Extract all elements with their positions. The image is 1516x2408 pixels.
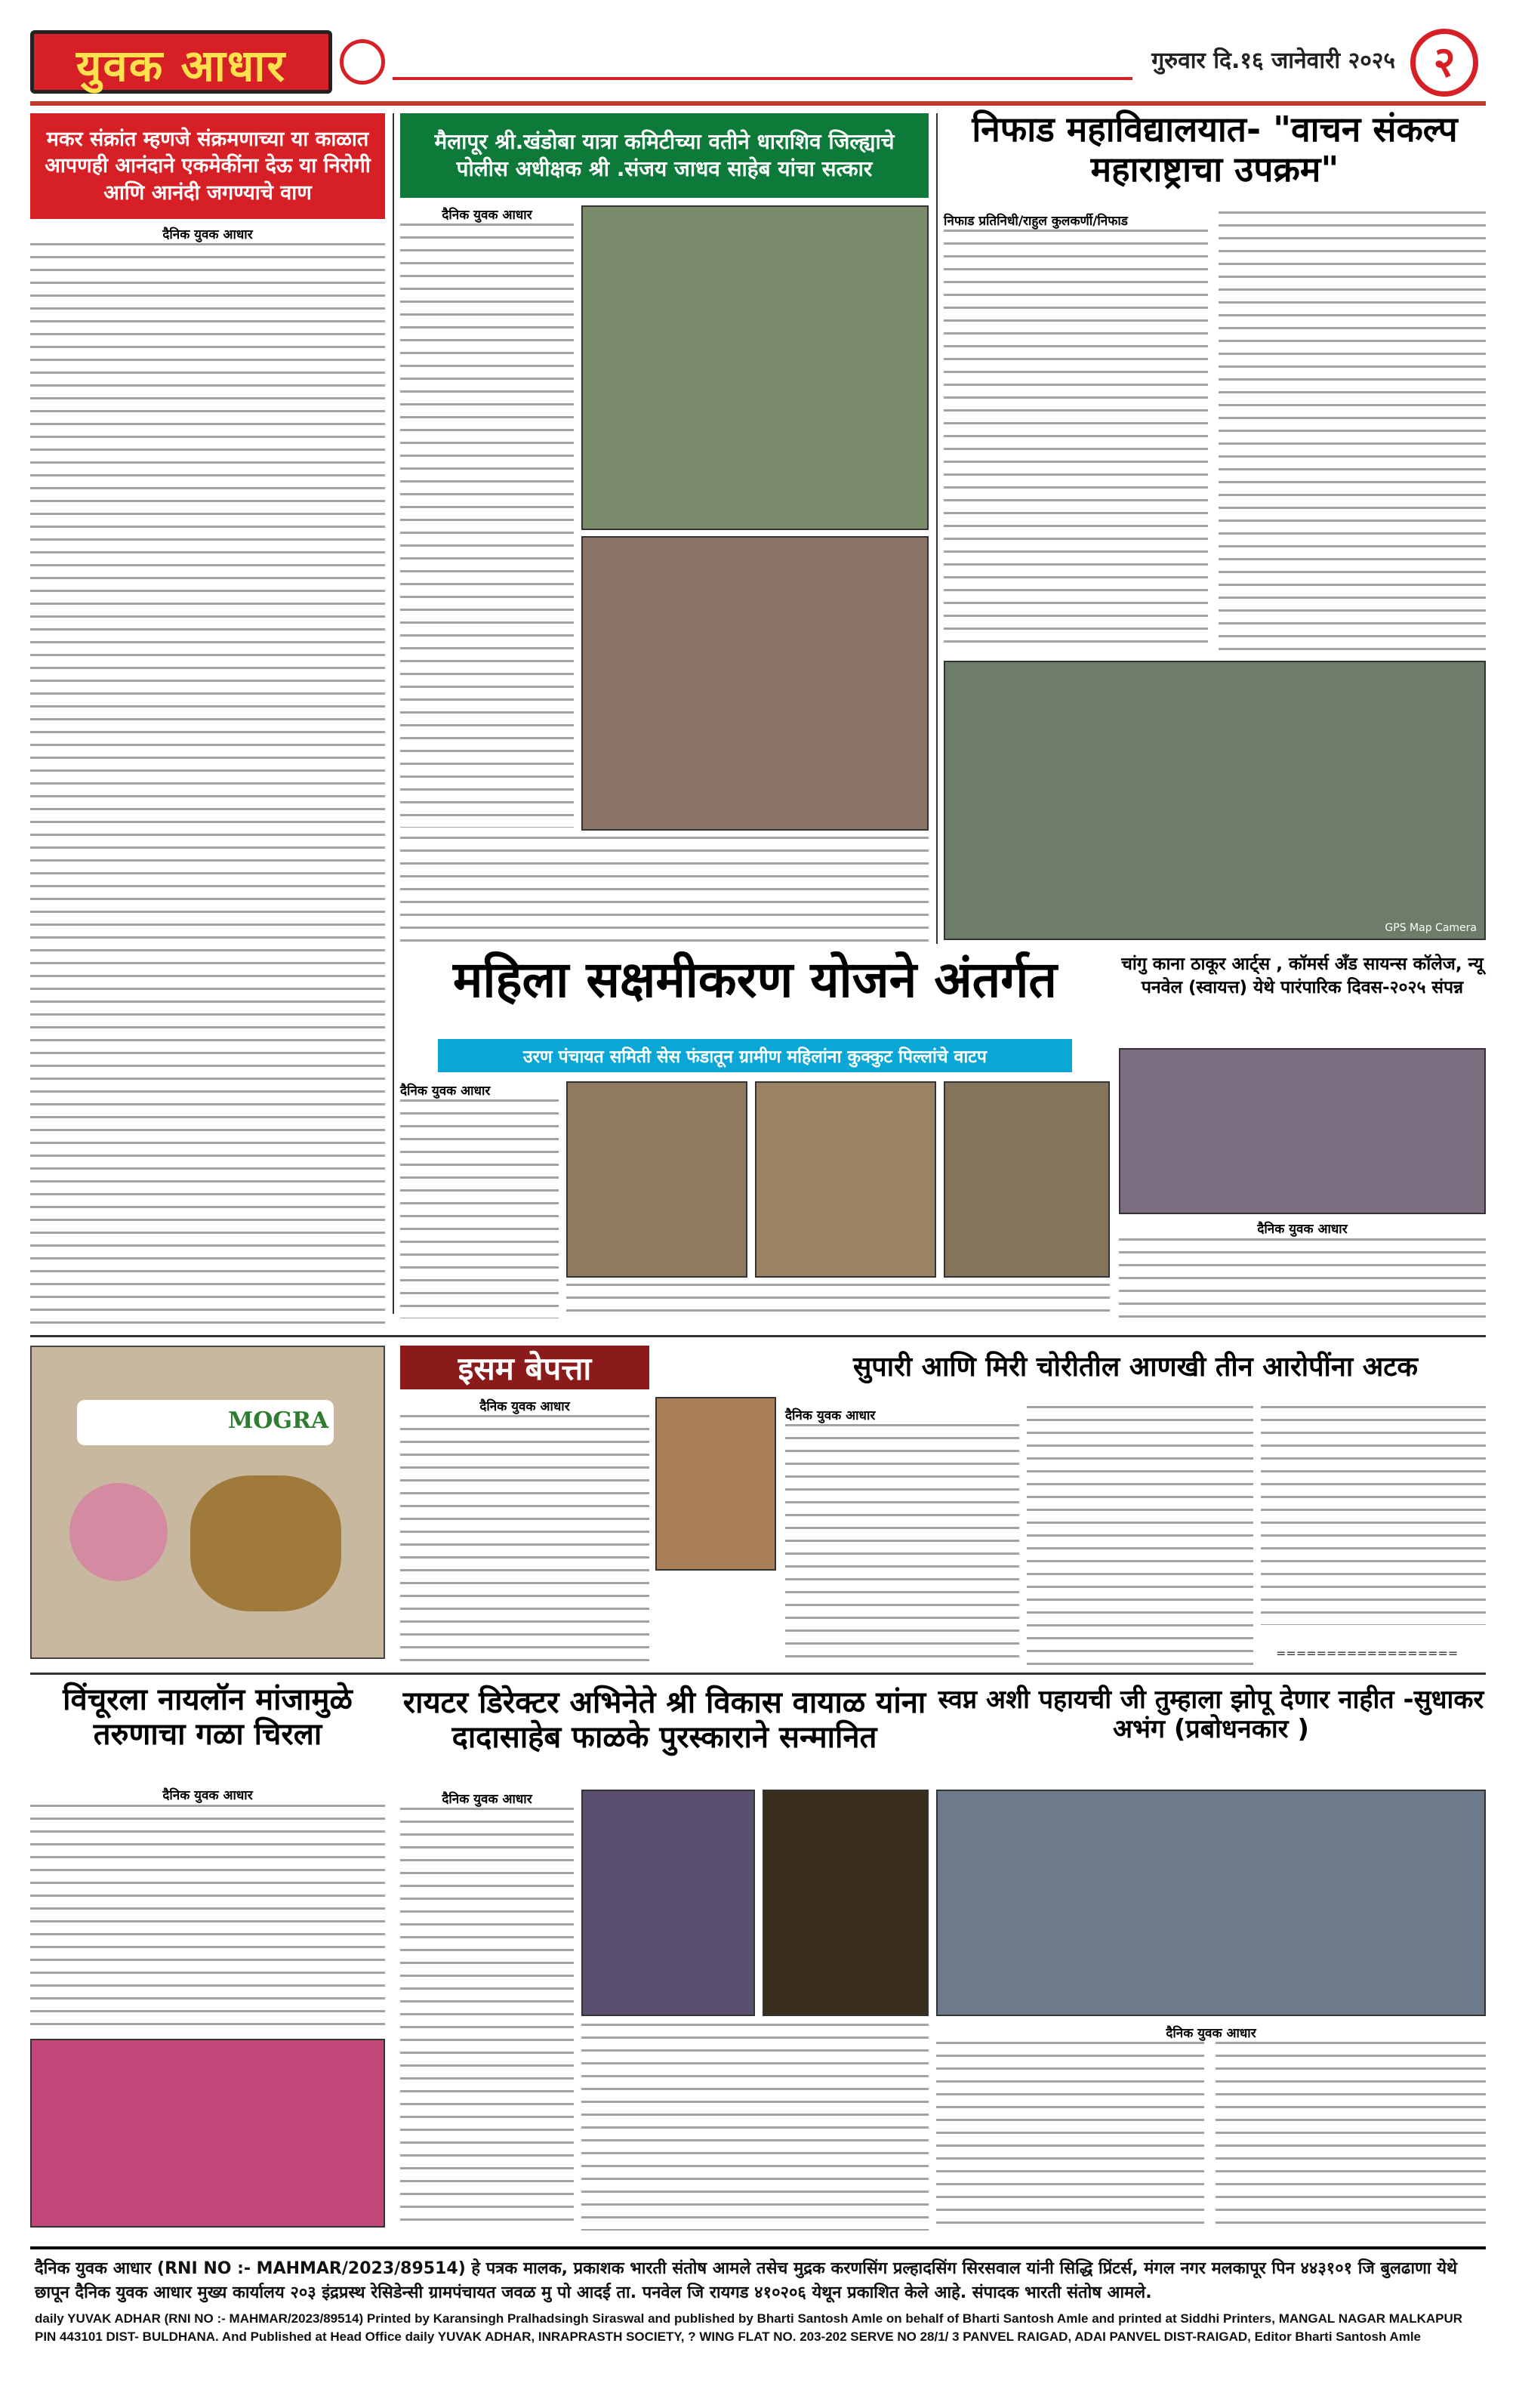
- mahila-body-text: [400, 1099, 559, 1318]
- swapna-body-text-2: [1216, 2042, 1486, 2231]
- manja-kite-thread-photo: [30, 2039, 385, 2228]
- makar-headline: मकर संक्रांत म्हणजे संक्रमणाच्या या काळात आपणही आनंदाने एकमेकींना देऊ या निरोगी आणि आनंदी जगण्याचे वाण: [30, 113, 385, 219]
- flower-icon: [69, 1483, 168, 1581]
- column-divider: [393, 113, 394, 1314]
- masthead: [30, 24, 1486, 106]
- khandoba-body-text: [400, 224, 574, 828]
- gps-caption: GPS Map Camera: [1385, 922, 1477, 934]
- section-divider: [30, 1673, 1486, 1675]
- supari-body-text-2: [1027, 1406, 1253, 1666]
- supari-headline: सुपारी आणि मिरी चोरीतील आणखी तीन आरोपींना अटक: [852, 1352, 1419, 1383]
- niphad-event-photo: [944, 661, 1486, 940]
- column-divider: [936, 113, 938, 944]
- missing-person-photo: [655, 1397, 776, 1571]
- imprint-english: daily YUVAK ADHAR (RNI NO :- MAHMAR/2023/89514) Printed by Karansingh Pralhadsingh Siraswal and published by Bharti Santosh Amle on behalf of Bharti Santosh Amle and printed at Siddhi Printers, MANGAL NAGAR MALKAPUR PIN 443101 DIST- BULDHANA. And Published at Head Office daily YUVAK ADHAR, INRAPRASTH SOCIETY, ? WING FLAT NO. 203-202 SERVE NO 28/1/ 3 PANVEL RAIGAD, ADAI PANVEL DIST-RAIGAD, Editor Bharti Santosh Amle: [35, 2311, 1463, 2345]
- vayal-body-text: [400, 1808, 574, 2231]
- logo-emblem-icon: [340, 39, 385, 85]
- mahila-photo-2: [755, 1081, 936, 1278]
- page-number: २: [1410, 29, 1478, 97]
- manja-body-text: [30, 1805, 385, 2031]
- imprint-footer: [30, 2246, 1486, 2382]
- dateline: गुरुवार दि.१६ जानेवारी २०२५: [1151, 48, 1395, 74]
- imprint-marathi: दैनिक युवक आधार (RNI NO :- MAHMAR/2023/89514) हे पत्रक मालक, प्रकाशक भारती संतोष आमले तसेच मुद्रक करणसिंग प्रल्हादसिंग सिरसवाल यांनी सिद्धि प्रिंटर्स, मंगल नगर मलकापूर पिन ४४३१०१ जि बुलढाणा येथे छापून दैनिक युवक आधार मुख्य कार्यालय २०३ इंद्रप्रस्थ रेसिडेन्सी ग्रामपंचायत जवळ मु पो आदई ता. पनवेल जि रायगड ४१०२०६ येथून प्रकाशित केले आहे. संपादक भारती संतोष आमले.: [35, 2259, 1458, 2302]
- mahila-photo-3: [944, 1081, 1110, 1278]
- section-divider: [30, 1335, 1486, 1337]
- swapna-byline: दैनिक युवक आधार: [1166, 2026, 1256, 2041]
- khandoba-felicitation-photo: [581, 205, 929, 530]
- missing-body-text: [400, 1415, 649, 1664]
- separator: ==================: [1276, 1646, 1459, 1660]
- niphad-headline: निफाड महाविद्यालयात- "वाचन संकल्प महाराष्ट्राचा उपक्रम": [972, 109, 1458, 190]
- niphad-body-text-2: [1219, 211, 1486, 652]
- khandoba-wrestling-photo: [581, 536, 929, 831]
- changu-group-photo: [1119, 1048, 1486, 1214]
- khandoba-byline: दैनिक युवक आधार: [442, 208, 532, 223]
- sweets-icon: [190, 1475, 341, 1611]
- supari-byline: दैनिक युवक आधार: [785, 1408, 876, 1423]
- masthead-rule: [393, 77, 1132, 80]
- manja-headline: विंचूरला नायलॉन मांजामुळे तरुणाचा गळा चिरला: [63, 1682, 353, 1752]
- mahila-subheadline: उरण पंचायत समिती सेस फंडातून ग्रामीण महिलांना कुक्कुट पिल्लांचे वाटप: [438, 1039, 1072, 1072]
- vayal-headline: रायटर डिरेक्टर अभिनेते श्री विकास वायाळ यांना दादासाहेब फाळके पुरस्काराने सन्मानित: [402, 1685, 926, 1755]
- vayal-byline: दैनिक युवक आधार: [442, 1792, 532, 1807]
- changu-byline: दैनिक युवक आधार: [1257, 1222, 1348, 1237]
- newspaper-logo: युवक आधार: [30, 30, 332, 94]
- makar-body-text: [30, 243, 385, 1332]
- mahila-headline: महिला सक्षमीकरण योजने अंतर्गत: [452, 951, 1058, 1009]
- khandoba-headline: मैलापूर श्री.खंडोबा यात्रा कमिटीच्या वतीने धाराशिव जिल्ह्याचे पोलीस अधीक्षक श्री .संजय जाधव साहेब यांचा सत्कार: [400, 113, 929, 198]
- vayal-body-text-2: [581, 2024, 929, 2231]
- mahila-byline: दैनिक युवक आधार: [400, 1084, 491, 1099]
- vayal-trophy-photo: [763, 1790, 929, 2016]
- makar-byline: दैनिक युवक आधार: [162, 227, 253, 242]
- mogra-label: MOGRA: [228, 1407, 329, 1434]
- swapna-students-photo: [936, 1790, 1486, 2016]
- mahila-photo-1: [566, 1081, 747, 1278]
- niphad-byline: निफाड प्रतिनिधी/राहुल कुलकर्णी/निफाड: [944, 214, 1128, 229]
- vayal-award-photo: [581, 1790, 755, 2016]
- swapna-body-text: [936, 2042, 1204, 2231]
- changu-headline: चांगु काना ठाकूर आर्ट्स , कॉमर्स अँड सायन्स कॉलेज, न्यू पनवेल (स्वायत्त) येथे पारंपारिक दिवस-२०२५ संपन्न: [1121, 954, 1484, 998]
- missing-byline: दैनिक युवक आधार: [479, 1399, 570, 1414]
- missing-headline: इसम बेपत्ता: [400, 1346, 649, 1389]
- niphad-body-text: [944, 230, 1208, 652]
- supari-body-text: [785, 1424, 1019, 1666]
- manja-byline: दैनिक युवक आधार: [162, 1788, 253, 1803]
- swapna-headline: स्वप्न अशी पहायची जी तुम्हाला झोपू देणार नाहीत -सुधाकर अभंग (प्रबोधनकार ): [938, 1685, 1484, 1745]
- khandoba-body-text-2: [400, 837, 929, 944]
- mogra-ad: [30, 1346, 385, 1659]
- supari-body-text-3: [1261, 1406, 1486, 1625]
- changu-body-text: [1119, 1238, 1486, 1318]
- mahila-body-text-2: [566, 1284, 1110, 1318]
